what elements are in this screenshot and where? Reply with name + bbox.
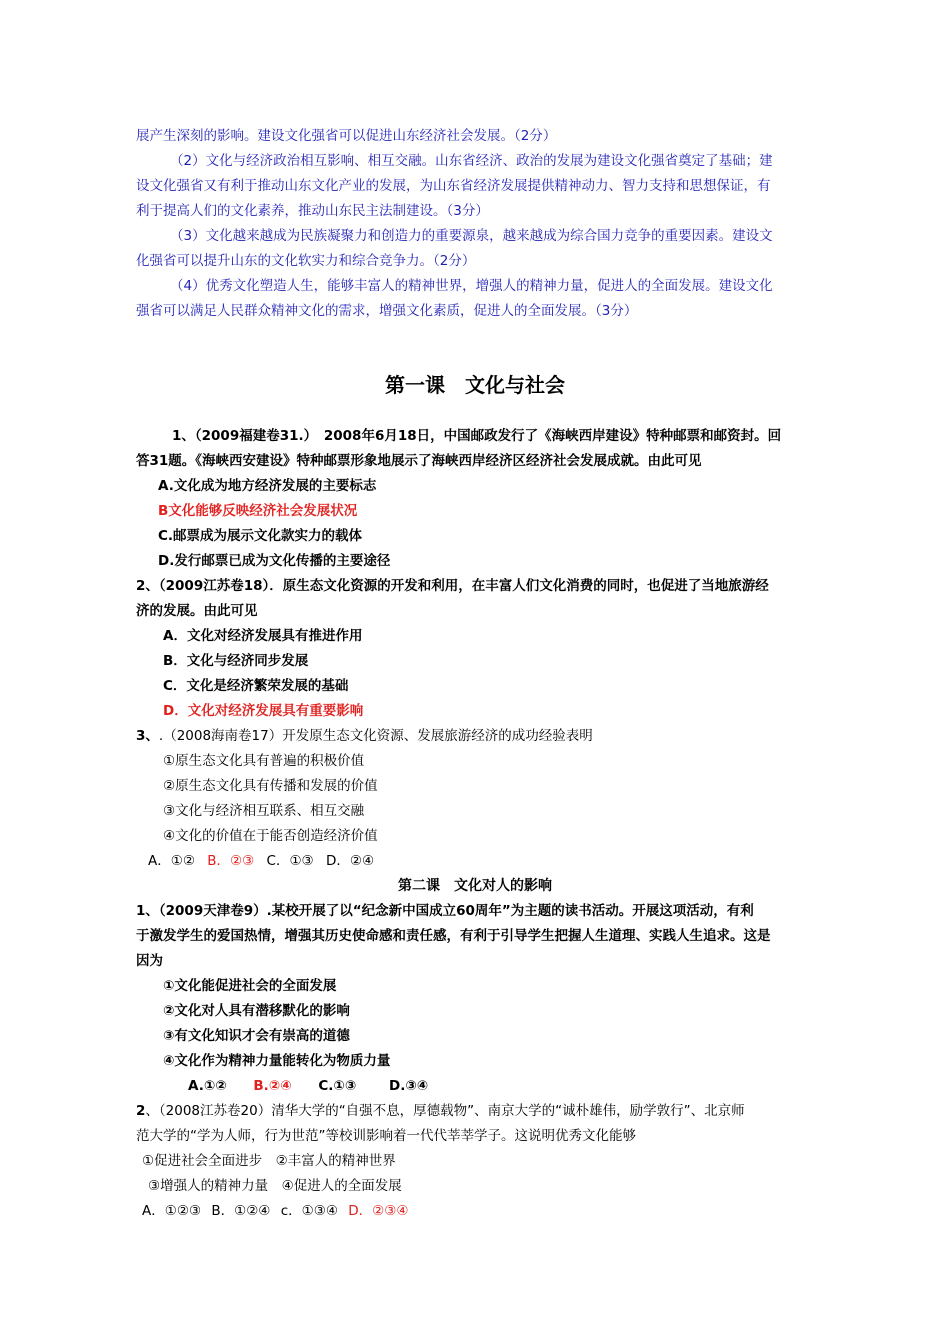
l2-q1-option-d: D.③④ [388, 1078, 429, 1094]
l2-q1-option-b-answer: B.②④ [253, 1078, 292, 1094]
l2-q2-items-1-2: ①促进社会全面进步 ②丰富人的精神世界 [142, 1153, 396, 1169]
answer-line-8: 强省可以满足人民群众精神文化的需求，增强文化素质，促进人的全面发展。（3分） [136, 303, 638, 319]
l1-q2-option-c: C．文化是经济繁荣发展的基础 [163, 678, 349, 694]
l1-q3-option-b-answer: B．②③ [207, 853, 255, 869]
answer-line-4: 利于提高人们的文化素养，推动山东民主法制建设。（3分） [136, 203, 489, 219]
l1-q3-item-4: ④文化的价值在于能否创造经济价值 [163, 828, 378, 844]
l1-q3-stem-text: .（2008海南卷17）开发原生态文化资源、发展旅游经济的成功经验表明 [158, 728, 593, 744]
lesson1-title: 第一课 文化与社会 [385, 373, 565, 397]
l2-q1-option-a: A.①② [188, 1078, 227, 1094]
l1-q3-option-c: C．①③ [266, 853, 314, 869]
answer-line-6: 化强省可以提升山东的文化软实力和综合竞争力。（2分） [136, 253, 476, 269]
l1-q3-item-2: ②原生态文化具有传播和发展的价值 [163, 778, 378, 794]
l2-q2-items-3-4: ③增强人的精神力量 ④促进人的全面发展 [148, 1178, 402, 1194]
l1-q2-stem-line1: 2、（2009江苏卷18）．原生态文化资源的开发和利用，在丰富人们文化消费的同时，也促进了当地旅游经 [136, 578, 769, 594]
l1-q3-number: 3、 [136, 728, 159, 744]
l1-q3-item-1: ①原生态文化具有普遍的积极价值 [163, 753, 365, 769]
l2-q1-item-2: ②文化对人具有潜移默化的影响 [163, 1003, 350, 1019]
l1-q1-option-a: A.文化成为地方经济发展的主要标志 [158, 478, 377, 494]
l1-q3-stem [136, 726, 593, 746]
l2-q2-option-b: B．①②④ [211, 1203, 271, 1219]
l2-q1-stem-line3: 因为 [136, 953, 163, 969]
l2-q1-options [188, 1076, 428, 1096]
answer-line-5: （3）文化越来越成为民族凝聚力和创造力的重要源泉，越来越成为综合国力竞争的重要因素。建设文 [170, 228, 773, 244]
l2-q1-option-c: C.①③ [318, 1078, 357, 1094]
l1-q3-option-d: D．②④ [325, 853, 375, 869]
lesson2-title: 第二课 文化对人的影响 [398, 878, 552, 894]
l2-q2-stem-text: 、（2008江苏卷20）清华大学的“自强不息，厚德载物”、南京大学的“诚朴雄伟，励学敦行”、北京师 [145, 1103, 745, 1119]
l1-q1-option-d: D.发行邮票已成为文化传播的主要途径 [158, 553, 391, 569]
l1-q1-option-c: C.邮票成为展示文化款实力的载体 [158, 528, 363, 544]
l2-q2-stem-line2: 范大学的“学为人师，行为世范”等校训影响着一代代莘莘学子。这说明优秀文化能够 [136, 1128, 636, 1144]
l1-q3-item-3: ③文化与经济相互联系、相互交融 [163, 803, 365, 819]
l2-q1-stem-line2: 于激发学生的爱国热情，增强其历史使命感和责任感，有利于引导学生把握人生道理、实践人生追求。这是 [136, 928, 771, 944]
l2-q1-item-4: ④文化作为精神力量能转化为物质力量 [163, 1053, 391, 1069]
l2-q2-option-d-answer: D．②③④ [348, 1203, 409, 1219]
answer-line-1: 展产生深刻的影响。建设文化强省可以促进山东经济社会发展。（2分） [136, 128, 557, 144]
l1-q1-stem-line1: 1、（2009福建卷31.） 2008年6月18日，中国邮政发行了《海峡西岸建设》特种邮票和邮资封。回 [172, 428, 782, 444]
l1-q3-options [148, 851, 374, 871]
answer-line-2: （2）文化与经济政治相互影响、相互交融。山东省经济、政治的发展为建设文化强省奠定了基础；建 [170, 153, 773, 169]
l2-q1-item-3: ③有文化知识才会有崇高的道德 [163, 1028, 350, 1044]
answer-line-3: 设文化强省又有利于推动山东文化产业的发展，为山东省经济发展提供精神动力、智力支持和思想保证，有 [136, 178, 771, 194]
l2-q2-option-c: c．①③④ [280, 1203, 338, 1219]
answer-line-7: （4）优秀文化塑造人生，能够丰富人的精神世界，增强人的精神力量，促进人的全面发展。建设文化 [170, 278, 773, 294]
l1-q2-option-d-answer: D．文化对经济发展具有重要影响 [163, 703, 364, 719]
l1-q1-option-b-answer: B文化能够反映经济社会发展状况 [158, 503, 358, 519]
l2-q1-item-1: ①文化能促进社会的全面发展 [163, 978, 337, 994]
l2-q2-options [142, 1201, 408, 1221]
l1-q2-option-a: A．文化对经济发展具有推进作用 [163, 628, 363, 644]
l1-q2-option-b: B．文化与经济同步发展 [163, 653, 309, 669]
l2-q2-stem-line1 [136, 1101, 745, 1121]
l1-q2-stem-line2: 济的发展。由此可见 [136, 603, 258, 619]
l2-q2-number: 2 [136, 1103, 146, 1119]
l2-q1-stem-line1: 1、（2009天津卷9）.某校开展了以“纪念新中国成立60周年”为主题的读书活动。开展这项活动，有利 [136, 903, 754, 919]
l1-q3-option-a: A．①② [148, 853, 195, 869]
l1-q1-stem-line2: 答31题。《海峡西安建设》特种邮票形象地展示了海峡西岸经济区经济社会发展成就。由此可见 [136, 453, 702, 469]
l2-q2-option-a: A．①②③ [142, 1203, 202, 1219]
